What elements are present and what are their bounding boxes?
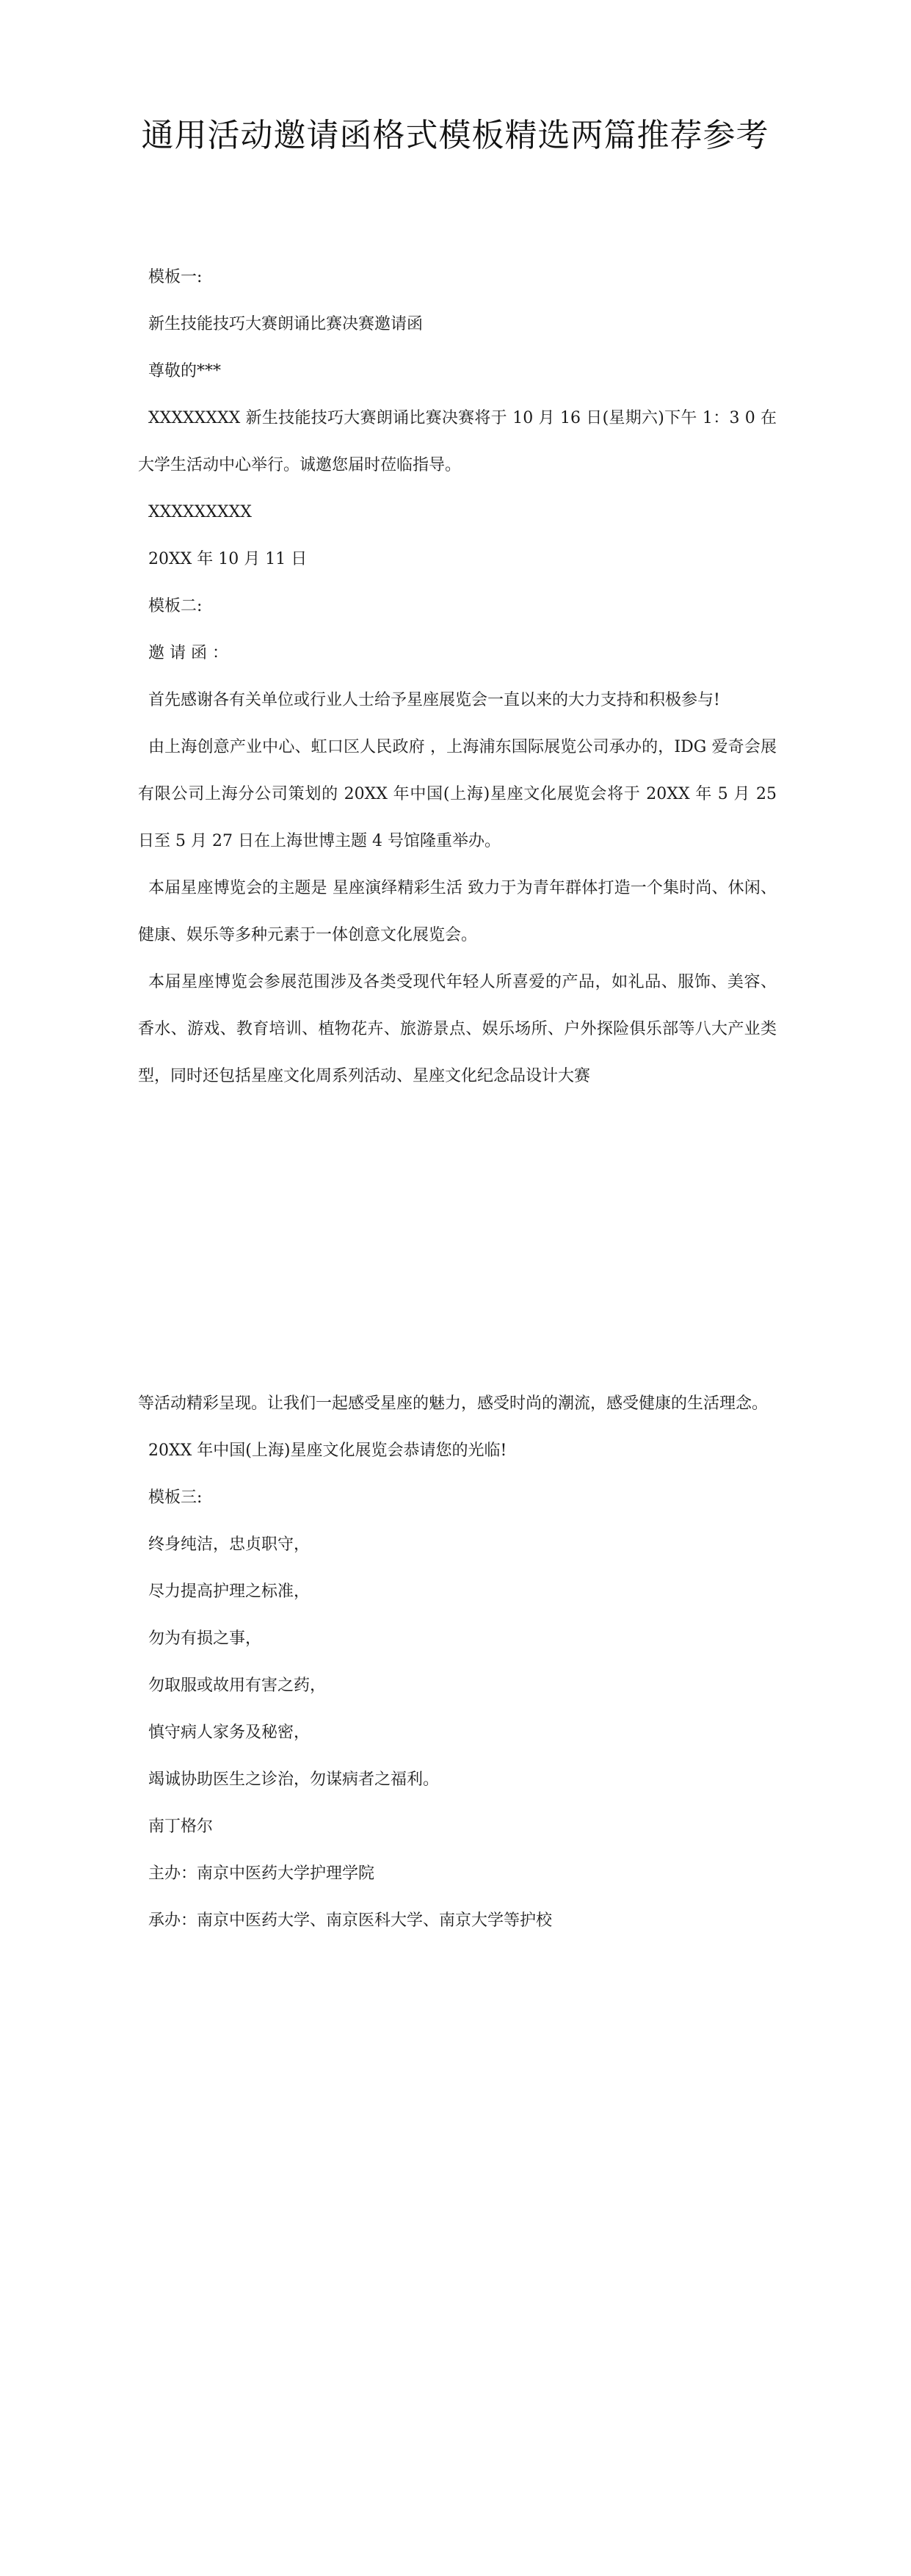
template-three-heading: 模板三: xyxy=(148,1488,203,1507)
pledge-author: 南丁格尔 xyxy=(148,1817,214,1836)
organizer-paragraph: 由上海创意产业中心、虹口区人民政府 ，上海浦东国际展览公司承办的，IDG 爱奇会展有限公司上海分公司策划的 20XX 年中国(上海)星座文化展览会将于 20XX 年 5 月 25 日至 5 月 27 日在上海世博主题 4 号馆隆重举办。 xyxy=(138,738,777,850)
pledge-line: 竭诚协助医生之诊治，勿谋病者之福利。 xyxy=(148,1770,440,1789)
template-two-heading: 模板二: xyxy=(148,597,203,615)
theme-paragraph: 本届星座博览会的主题是 星座演绎精彩生活 致力于为青年群体打造一个集时尚、休闲、健康、娱乐等多种元素于一体创意文化展览会。 xyxy=(138,879,777,944)
invitation-title: 新生技能技巧大赛朗诵比赛决赛邀请函 xyxy=(148,315,424,333)
pledge-line: 勿为有损之事， xyxy=(148,1629,262,1648)
closing-line: 20XX 年中国(上海)星座文化展览会恭请您的光临! xyxy=(148,1441,507,1460)
scope-paragraph-continued: 等活动精彩呈现。让我们一起感受星座的魅力，感受时尚的潮流，感受健康的生活理念。 xyxy=(138,1394,769,1413)
scope-paragraph: 本届星座博览会参展范围涉及各类受现代年轻人所喜爱的产品，如礼品、服饰、美容、香水、游戏、教育培训、植物花卉、旅游景点、娱乐场所、户外探险俱乐部等八大产业类型，同时还包括星座文化周系列活动、星座文化纪念品设计大赛 xyxy=(138,973,777,1085)
invitation-heading: 邀 请 函 ： xyxy=(148,644,228,662)
pledge-line: 终身纯洁，忠贞职守， xyxy=(148,1535,311,1554)
template-one-heading: 模板一: xyxy=(148,268,203,286)
pledge-line: 尽力提高护理之标准， xyxy=(148,1582,311,1601)
host-line: 主办：南京中医药大学护理学院 xyxy=(148,1864,375,1883)
thanks-paragraph: 首先感谢各有关单位或行业人士给予星座展览会一直以来的大力支持和积极参与! xyxy=(148,691,720,709)
document-title: 通用活动邀请函格式模板精选两篇推荐参考 xyxy=(141,117,769,154)
sender-name: XXXXXXXXX xyxy=(148,503,252,521)
co-host-line: 承办：南京中医药大学、南京医科大学、南京大学等护校 xyxy=(148,1911,553,1930)
document-body-top xyxy=(138,254,777,1100)
pledge-line: 勿取服或故用有害之药， xyxy=(148,1676,327,1695)
pledge-line: 慎守病人家务及秘密， xyxy=(148,1723,311,1742)
document-body-bottom xyxy=(138,1381,777,1944)
salutation: 尊敬的*** xyxy=(148,362,222,380)
invitation-body: XXXXXXXX 新生技能技巧大赛朗诵比赛决赛将于 10 月 16 日(星期六)下午 1：3 0 在大学生活动中心举行。诚邀您届时莅临指导。 xyxy=(138,409,777,474)
sender-date: 20XX 年 10 月 11 日 xyxy=(148,550,308,568)
